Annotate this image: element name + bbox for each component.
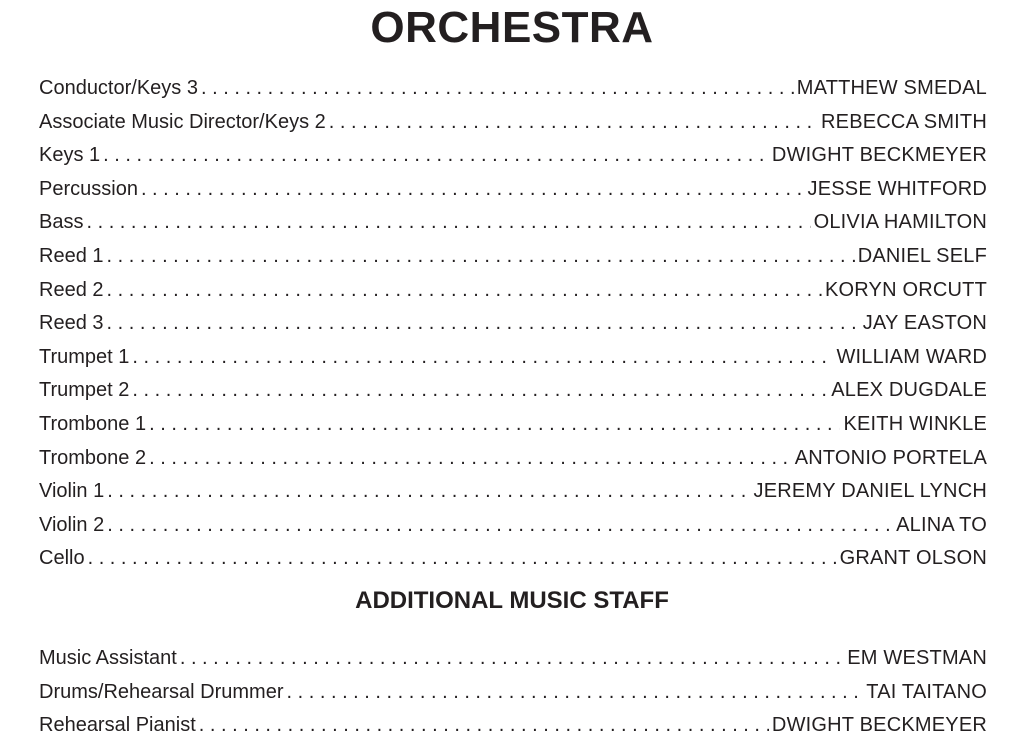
staff-list bbox=[39, 642, 987, 743]
dot-leader bbox=[201, 72, 794, 106]
dot-leader bbox=[103, 139, 769, 173]
dot-leader bbox=[107, 475, 750, 509]
dot-leader bbox=[107, 307, 860, 341]
person-name: WILLIAM WARD bbox=[836, 345, 987, 368]
dot-leader bbox=[199, 709, 769, 743]
credit-row bbox=[39, 509, 987, 543]
orchestra-list bbox=[39, 72, 987, 576]
person-name: ALINA TO bbox=[896, 513, 987, 536]
role-label: Percussion bbox=[39, 177, 138, 200]
role-label: Trumpet 2 bbox=[39, 379, 130, 402]
role-label: Reed 3 bbox=[39, 312, 104, 335]
dot-leader bbox=[132, 374, 828, 408]
dot-leader bbox=[132, 341, 833, 375]
credit-row bbox=[39, 106, 987, 140]
role-label: Keys 1 bbox=[39, 144, 101, 167]
role-label: Trombone 1 bbox=[39, 412, 147, 435]
dot-leader bbox=[88, 542, 837, 576]
person-name: TAI TAITANO bbox=[866, 680, 987, 703]
dot-leader bbox=[107, 240, 855, 274]
dot-leader bbox=[287, 676, 864, 710]
role-label: Violin 2 bbox=[39, 513, 105, 536]
credit-row bbox=[39, 139, 987, 173]
role-label: Drums/Rehearsal Drummer bbox=[39, 680, 284, 703]
credit-row bbox=[39, 240, 987, 274]
role-label: Associate Music Director/Keys 2 bbox=[39, 110, 326, 133]
credit-row bbox=[39, 709, 987, 743]
credit-row bbox=[39, 542, 987, 576]
person-name: ANTONIO PORTELA bbox=[794, 446, 987, 469]
role-label: Trombone 2 bbox=[39, 446, 147, 469]
person-name: DWIGHT BECKMEYER bbox=[771, 144, 987, 167]
person-name: ALEX DUGDALE bbox=[831, 379, 987, 402]
section-title: ADDITIONAL MUSIC STAFF bbox=[355, 587, 669, 614]
dot-leader bbox=[107, 509, 893, 543]
person-name: DWIGHT BECKMEYER bbox=[771, 714, 987, 737]
person-name: GRANT OLSON bbox=[839, 547, 987, 570]
person-name: JESSE WHITFORD bbox=[807, 177, 987, 200]
role-label: Reed 2 bbox=[39, 278, 104, 301]
role-label: Rehearsal Pianist bbox=[39, 714, 196, 737]
credit-row bbox=[39, 206, 987, 240]
dot-leader bbox=[149, 442, 792, 476]
role-label: Cello bbox=[39, 547, 85, 570]
credit-row bbox=[39, 642, 987, 676]
person-name: EM WESTMAN bbox=[847, 647, 987, 669]
credit-row bbox=[39, 173, 987, 207]
credit-row bbox=[39, 341, 987, 375]
person-name: KORYN ORCUTT bbox=[824, 278, 987, 301]
person-name: MATTHEW SMEDAL bbox=[796, 77, 987, 99]
person-name: KEITH WINKLE bbox=[843, 412, 987, 435]
role-label: Reed 1 bbox=[39, 244, 104, 267]
dot-leader bbox=[329, 106, 818, 140]
person-name: JEREMY DANIEL LYNCH bbox=[753, 480, 987, 503]
dot-leader bbox=[141, 173, 805, 207]
credit-row bbox=[39, 442, 987, 476]
credit-row bbox=[39, 307, 987, 341]
role-label: Conductor/Keys 3 bbox=[39, 77, 198, 99]
role-label: Bass bbox=[39, 211, 84, 234]
role-label: Music Assistant bbox=[39, 647, 177, 669]
role-label: Violin 1 bbox=[39, 480, 105, 503]
credit-row bbox=[39, 676, 987, 710]
credit-row bbox=[39, 408, 987, 442]
person-name: JAY EASTON bbox=[862, 312, 987, 335]
page-title: ORCHESTRA bbox=[370, 3, 654, 52]
credit-row bbox=[39, 274, 987, 308]
person-name: DANIEL SELF bbox=[857, 244, 987, 267]
person-name: REBECCA SMITH bbox=[821, 110, 987, 133]
credit-row bbox=[39, 72, 987, 106]
dot-leader bbox=[107, 274, 822, 308]
credit-row bbox=[39, 374, 987, 408]
dot-leader bbox=[149, 408, 840, 442]
dot-leader bbox=[86, 206, 810, 240]
role-label: Trumpet 1 bbox=[39, 345, 130, 368]
person-name: OLIVIA HAMILTON bbox=[813, 211, 987, 234]
dot-leader bbox=[180, 642, 844, 676]
credit-row bbox=[39, 475, 987, 509]
